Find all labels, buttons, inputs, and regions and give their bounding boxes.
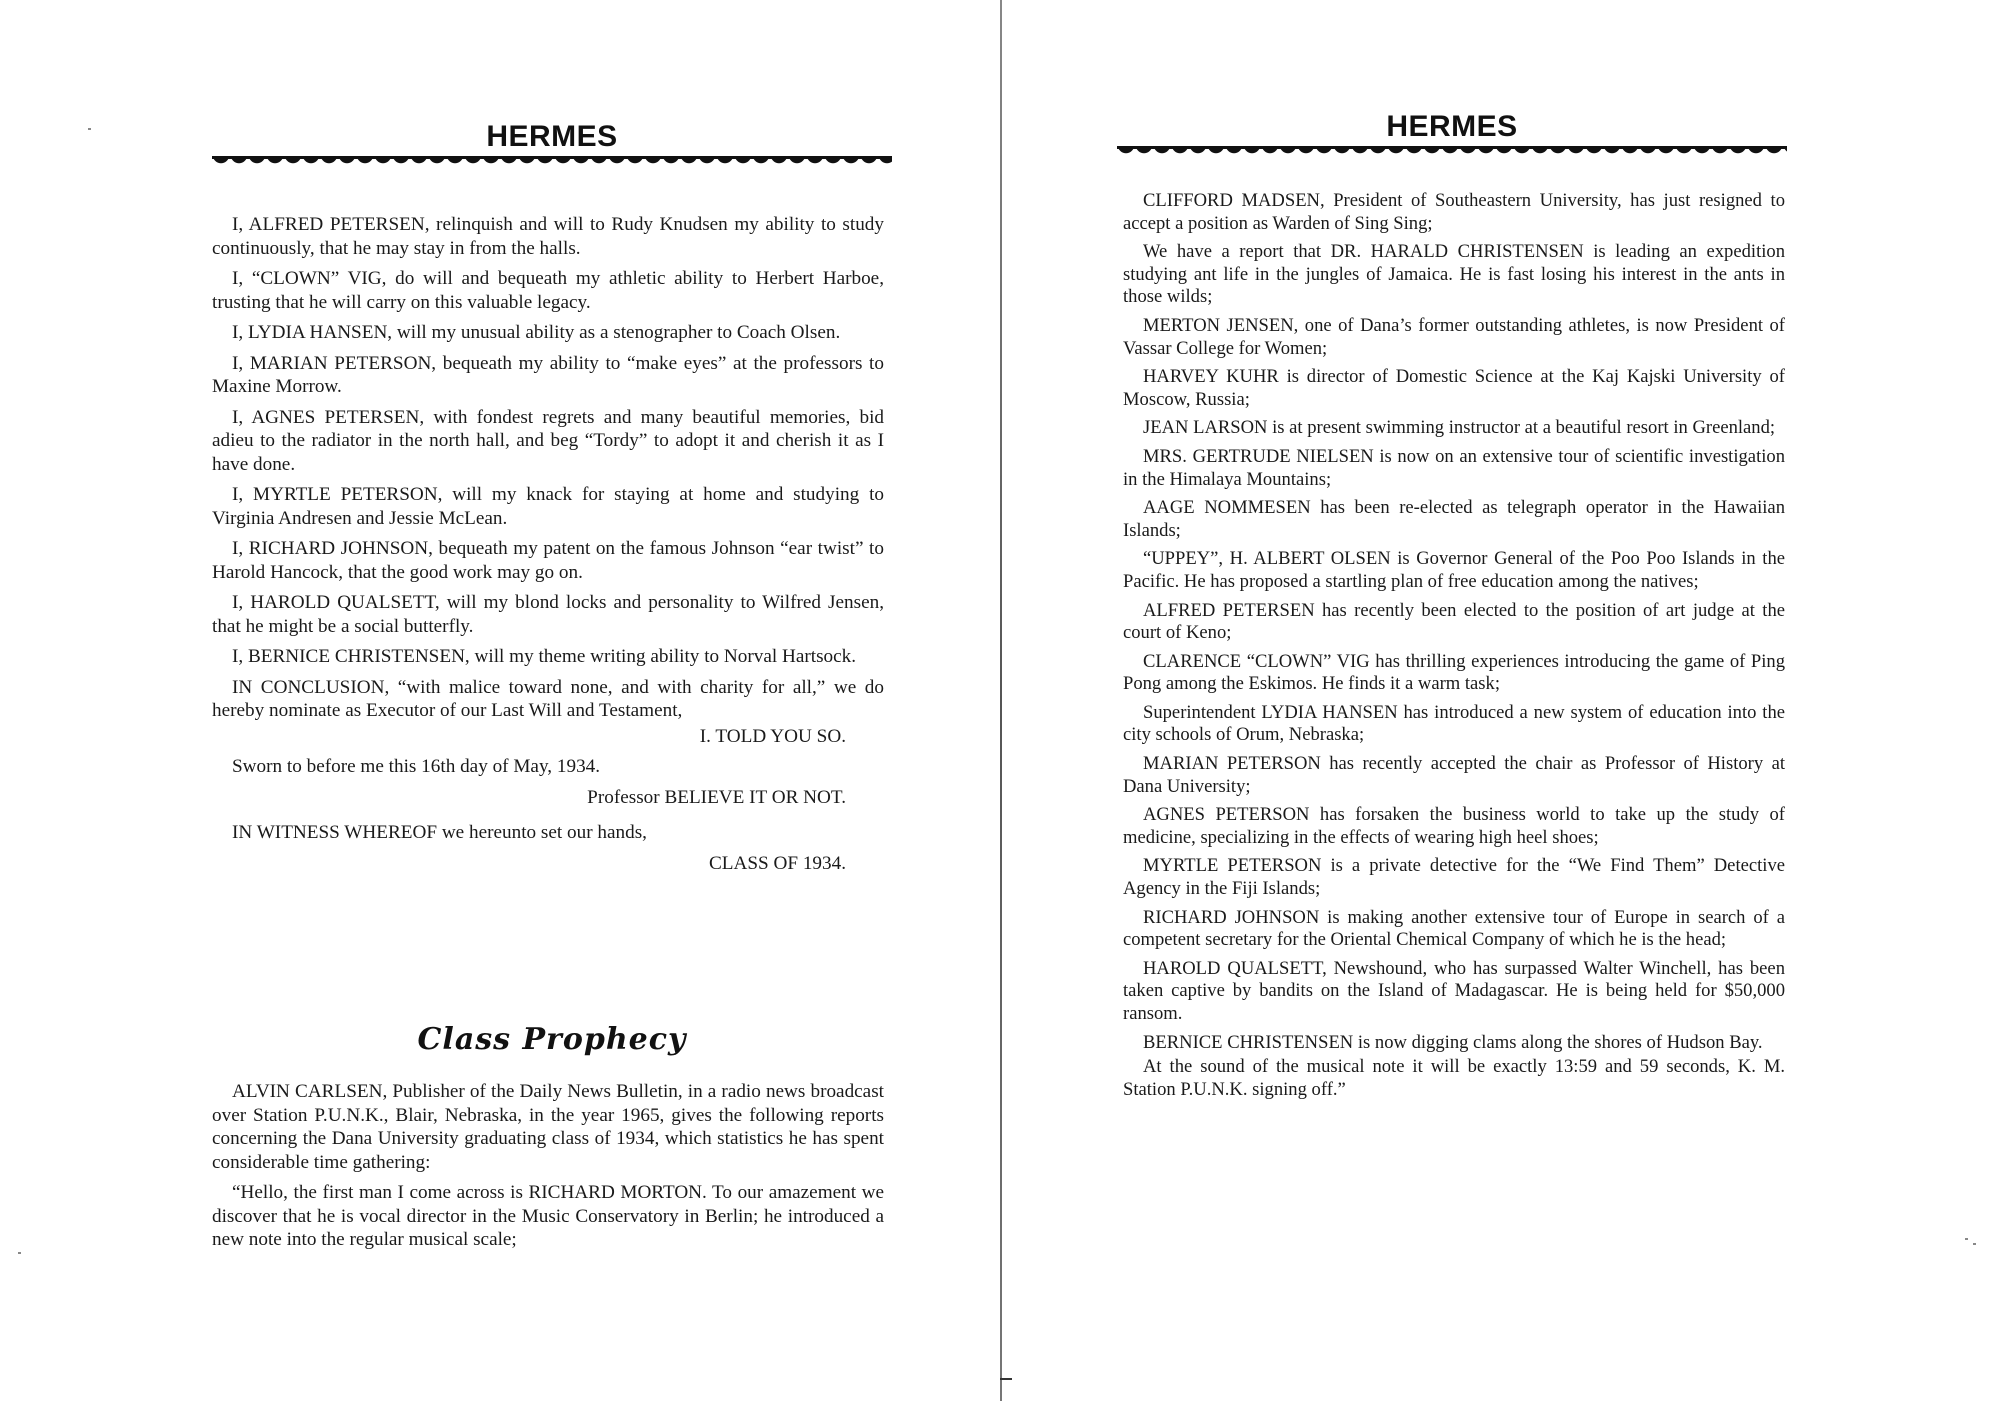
prophecy-report: MRS. GERTRUDE NIELSEN is now on an extensive tour of scientific investigation in the Himalaya Mountains; [1123, 445, 1785, 490]
will-paragraph: I, ALFRED PETERSEN, relinquish and will to Rudy Knudsen my ability to study continuously, that he may stay in from the halls. [212, 214, 884, 259]
prophecy-report: MYRTLE PETERSON is a private detective for the “We Find Them” Detective Agency in the Fiji Islands; [1123, 855, 1785, 900]
book-spine [1000, 0, 1002, 1401]
prophecy-report: MARIAN PETERSON has recently accepted the chair as Professor of History at Dana University; [1123, 753, 1785, 797]
prophecy-report: CLIFFORD MADSEN, President of Southeastern University, has just resigned to accept a position as Warden of Sing Sing; [1123, 190, 1785, 234]
scan-speck [1973, 1243, 1976, 1245]
prophecy-report: AGNES PETERSON has forsaken the business world to take up the study of medicine, specializing in the effects of wearing high heel shoes; [1123, 804, 1785, 848]
prophecy-report: CLARENCE “CLOWN” VIG has thrilling experiences introducing the game of Ping Pong among the Eskimos. He finds it a warm task; [1123, 650, 1785, 695]
right-page-header [1117, 110, 1787, 163]
witness-line: IN WITNESS WHEREOF we hereunto set our hands, [232, 822, 647, 843]
left-header-title: HERMES [486, 120, 618, 153]
prophecy-report: HARVEY KUHR is director of Domestic Science at the Kaj Kajski University of Moscow, Russia; [1123, 366, 1785, 410]
right-header-title: HERMES [1386, 110, 1518, 143]
prophecy-report: JEAN LARSON is at present swimming instructor at a beautiful resort in Greenland; [1143, 417, 1776, 439]
class-prophecy-title: Class Prophecy [417, 1022, 687, 1057]
prophecy-reports-text [1123, 190, 1785, 1101]
prophecy-paragraph: ALVIN CARLSEN, Publisher of the Daily News Bulletin, in a radio news broadcast over Station P.U.N.K., Blair, Nebraska, in the year 1965, gives the following reports concerning the Dana University graduating class of 1934, which statistics he has spent considerable time gathering: [212, 1081, 884, 1173]
left-page [0, 0, 995, 1401]
will-paragraph: IN CONCLUSION, “with malice toward none, and with charity for all,” we do hereby nominate as Executor of our Last Will and Testament, [212, 676, 884, 721]
scan-speck [18, 1252, 21, 1254]
will-paragraph: I, “CLOWN” VIG, do will and bequeath my athletic ability to Herbert Harboe, trusting that he will carry on this valuable legacy. [212, 268, 884, 313]
told-you-so-signature: I. TOLD YOU SO. [699, 725, 846, 747]
prophecy-report: We have a report that DR. HARALD CHRISTENSEN is leading an expedition studying ant life in the jungles of Jamaica. He is fast losing his interest in the ants in those wilds; [1123, 241, 1785, 308]
will-paragraph: I, AGNES PETERSEN, with fondest regrets and many beautiful memories, bid adieu to the radiator in the north hall, and beg “Tordy” to adopt it and cherish it as I have done. [212, 406, 884, 475]
professor-line: Professor BELIEVE IT OR NOT. [587, 786, 846, 808]
prophecy-report: “UPPEY”, H. ALBERT OLSEN is Governor General of the Poo Poo Islands in the Pacific. He has proposed a startling plan of free education among the natives; [1123, 548, 1785, 592]
scan-speck [1965, 1238, 1968, 1240]
sworn-line: Sworn to before me this 16th day of May, 1934. [232, 756, 601, 777]
right-page [1005, 0, 2000, 1401]
prophecy-report: HAROLD QUALSETT, Newshound, who has surpassed Walter Winchell, has been taken captive by bandits on the Island of Madagascar. He is being held for $50,000 ransom. [1123, 957, 1785, 1024]
scan-speck [88, 128, 91, 130]
prophecy-report: Superintendent LYDIA HANSEN has introduced a new system of education into the city schools of Orum, Nebraska; [1123, 701, 1785, 746]
prophecy-report: BERNICE CHRISTENSEN is now digging clams along the shores of Hudson Bay. [1143, 1031, 1763, 1053]
left-header-rule [212, 156, 892, 173]
will-paragraph: I, LYDIA HANSEN, will my unusual ability as a stenographer to Coach Olsen. [232, 322, 841, 343]
class-of-line: CLASS OF 1934. [708, 852, 846, 874]
last-will-text [212, 213, 884, 882]
right-header-rule [1117, 146, 1787, 163]
prophecy-report: AAGE NOMMESEN has been re-elected as telegraph operator in the Hawaiian Islands; [1123, 497, 1785, 541]
will-paragraph: I, RICHARD JOHNSON, bequeath my patent on the famous Johnson “ear twist” to Harold Hancock, that the good work may go on. [212, 538, 884, 583]
prophecy-intro-text [212, 1080, 884, 1259]
prophecy-report: At the sound of the musical note it will be exactly 13:59 and 59 seconds, K. M. Station P.U.N.K. signing off.” [1123, 1056, 1785, 1100]
will-paragraph: I, MYRTLE PETERSON, will my knack for staying at home and studying to Virginia Andresen and Jessie McLean. [212, 484, 884, 529]
will-paragraph: I, HAROLD QUALSETT, will my blond locks and personality to Wilfred Jensen, that he might be a social butterfly. [212, 592, 884, 637]
left-page-header [212, 120, 892, 173]
prophecy-paragraph: “Hello, the first man I come across is RICHARD MORTON. To our amazement we discover that he is vocal director in the Music Conservatory in Berlin; he introduced a new note into the regular musical scale; [212, 1182, 884, 1250]
will-paragraph: I, BERNICE CHRISTENSEN, will my theme writing ability to Norval Hartsock. [232, 646, 857, 667]
prophecy-report: MERTON JENSEN, one of Dana’s former outstanding athletes, is now President of Vassar College for Women; [1123, 314, 1785, 359]
will-paragraph: I, MARIAN PETERSON, bequeath my ability to “make eyes” at the professors to Maxine Morrow. [212, 352, 884, 397]
prophecy-report: ALFRED PETERSEN has recently been elected to the position of art judge at the court of Keno; [1123, 599, 1785, 644]
prophecy-report: RICHARD JOHNSON is making another extensive tour of Europe in search of a competent secretary for the Oriental Chemical Company of which he is the head; [1123, 906, 1785, 951]
